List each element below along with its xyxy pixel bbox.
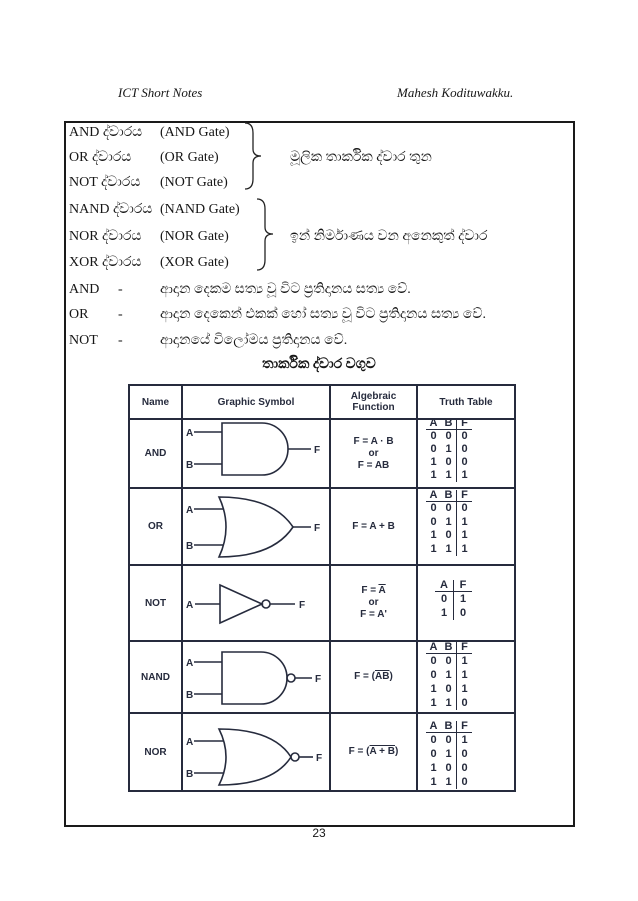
function-overline-term: $\overline{A}$ [378, 585, 386, 596]
definition-gate-not: NOT [69, 333, 98, 348]
function-or: or [368, 447, 379, 459]
truth-table-cell: 0 [445, 502, 452, 514]
output-label-f: F [314, 445, 321, 456]
truth-table-cell: 0 [430, 655, 437, 667]
function-prefix: F = ( [348, 746, 370, 757]
and-gate-body [222, 423, 288, 475]
function-overline-term: $\overline{AB}$ [375, 671, 390, 682]
truth-table-cell: 0 [445, 529, 452, 541]
truth-table-grid [426, 418, 472, 482]
truth-table-row [426, 430, 472, 444]
truth-table-header-cell: A [426, 418, 441, 430]
truth-table-cell: 0 [457, 430, 473, 444]
input-label-b: B [186, 541, 194, 552]
gate-list-name-xor: XOR ද්වාරය [69, 255, 142, 270]
truth-table-cell: 1 [445, 748, 452, 760]
truth-table-header-cell: B [441, 642, 457, 654]
algebraic-function-cell-nand [331, 642, 418, 714]
truth-table-cell: 1 [430, 776, 437, 788]
truth-table-cell: 0 [430, 734, 437, 746]
nor-gate-symbol [183, 714, 329, 790]
function-suffix: ) [394, 746, 399, 757]
gate-name-or: OR [148, 521, 163, 532]
and-gate-symbol [183, 420, 329, 487]
truth-table-grid [435, 580, 472, 620]
gate-list-name-nand: NAND ද්වාරය [69, 202, 153, 217]
truth-table-cell: 1 [457, 668, 473, 682]
input-label-a: A [186, 737, 194, 748]
gate-list-english-nand: (NAND Gate) [160, 202, 240, 217]
truth-table-header-row [435, 580, 472, 592]
truth-table-row [426, 747, 472, 761]
page-number: 23 [312, 826, 326, 840]
input-label-b: B [186, 460, 194, 471]
header-title: ICT Short Notes [118, 85, 203, 100]
truth-table-cell-or [418, 489, 514, 566]
header-graphic-symbol [183, 386, 331, 420]
truth-table-and [426, 418, 472, 482]
brace-derived-path [257, 199, 273, 270]
header-truth-table-label: Truth Table [439, 396, 493, 408]
definition-text-and: ආදාන දෙකම සත්‍ය වූ විට ප්‍රතිදානය සත්‍ය වේ. [160, 282, 411, 297]
brace-basic-path [245, 123, 261, 189]
truth-table-cell: 1 [457, 529, 473, 543]
truth-table-cell-nor [418, 714, 514, 790]
truth-table-row [426, 668, 472, 682]
truth-table-cell: 1 [430, 542, 437, 555]
truth-table-cell: 1 [445, 669, 452, 681]
nor-gate-body [219, 729, 291, 785]
function-line: F = A' [360, 609, 387, 620]
truth-table-row [426, 733, 472, 748]
truth-table-row [426, 543, 472, 557]
truth-table-cell: 1 [440, 607, 448, 619]
gate-name-cell-not [130, 566, 183, 642]
truth-table-row [435, 606, 472, 620]
not-gate-symbol [183, 566, 329, 640]
truth-table-row [426, 682, 472, 696]
function-line [349, 746, 399, 758]
truth-table-cell: 0 [430, 430, 437, 442]
truth-table-cell: 1 [457, 543, 473, 557]
truth-table-nor [426, 721, 472, 789]
gate-name-cell-nand [130, 642, 183, 714]
group-label-derived: ඉන් නිර්මාණය වන අනෙකුත් ද්වාර [290, 229, 488, 244]
header-graphic-symbol-label: Graphic Symbol [217, 396, 295, 408]
group-label-basic: මූලික තාර්කික ද්වාර තුන [290, 150, 432, 165]
truth-table-cell: 1 [430, 683, 437, 695]
truth-table-grid [426, 642, 472, 710]
truth-table-cell: 1 [457, 733, 473, 748]
truth-table-or [426, 490, 472, 556]
truth-table-header-cell: F [454, 580, 473, 592]
function-or: or [368, 597, 379, 608]
truth-table-cell: 0 [457, 761, 473, 775]
truth-table-header-cell: F [457, 642, 473, 654]
truth-table-cell: 0 [457, 502, 473, 516]
truth-table-cell: 1 [454, 592, 473, 607]
truth-table-row [426, 775, 472, 789]
truth-table-cell: 1 [445, 515, 452, 528]
truth-table-cell: 0 [445, 762, 452, 774]
or-gate-symbol [183, 489, 329, 564]
gate-list-name-and: AND ද්වාරය [69, 125, 143, 140]
input-label-a: A [186, 600, 194, 611]
gate-list-english-not: (NOT Gate) [160, 175, 228, 190]
truth-table-cell: 0 [454, 606, 473, 620]
truth-table-cell: 0 [445, 655, 452, 667]
truth-table-row [426, 696, 472, 710]
truth-table-cell: 0 [445, 456, 452, 468]
truth-table-header-cell: B [441, 721, 457, 733]
logic-gates-table [128, 384, 516, 792]
input-label-a: A [186, 658, 194, 669]
truth-table-not [435, 580, 472, 620]
graphic-symbol-cell-not [183, 566, 331, 642]
truth-table-cell: 1 [457, 654, 473, 669]
or-gate-body [219, 497, 293, 557]
gate-name-nor: NOR [144, 746, 167, 758]
truth-table-header-cell: A [426, 642, 441, 654]
truth-table-row [426, 443, 472, 456]
table-title: තාර්කික ද්වාර වගුව [262, 357, 376, 372]
truth-table-header-cell: A [435, 580, 454, 592]
definition-dash: - [118, 307, 123, 322]
gate-list-name-not: NOT ද්වාරය [69, 175, 141, 190]
header-algebraic-function [331, 386, 418, 420]
truth-table-header-cell: B [441, 418, 457, 430]
inversion-bubble [287, 674, 295, 682]
algebraic-function-cell-not [331, 566, 418, 642]
truth-table-header-cell: F [457, 418, 473, 430]
truth-table-cell-not [418, 566, 514, 642]
truth-table-cell: 1 [430, 456, 437, 468]
truth-table-header-cell: F [457, 490, 473, 502]
truth-table-cell: 0 [457, 456, 473, 469]
truth-table-row [426, 654, 472, 669]
truth-table-cell: 1 [457, 516, 473, 530]
function-prefix: F = ( [354, 671, 376, 682]
truth-table-cell: 1 [430, 762, 437, 774]
function-overline-term: A + B [369, 746, 395, 757]
definition-text-not: ආදානයේ විලෝමය ප්‍රතිදානය වේ. [160, 333, 348, 348]
truth-table-cell: 0 [457, 696, 473, 710]
truth-table-row [426, 529, 472, 543]
algebraic-function-cell-nor [331, 714, 418, 790]
truth-table-cell: 0 [430, 502, 437, 514]
output-label-f: F [315, 674, 322, 685]
truth-table-row [426, 469, 472, 482]
truth-table-header-row [426, 418, 472, 430]
gate-name-not: NOT [144, 597, 167, 609]
definition-gate-or: OR [69, 307, 89, 322]
definition-dash: - [118, 333, 123, 348]
definition-gate-and: AND [69, 282, 100, 297]
input-label-a: A [186, 505, 194, 516]
truth-table-cell: 1 [445, 443, 452, 455]
function-prefix: F = [361, 585, 379, 596]
gate-name-cell-and [130, 420, 183, 489]
header-name-label: Name [141, 396, 170, 408]
truth-table-cell: 0 [440, 593, 448, 605]
nand-gate-symbol [183, 642, 329, 712]
truth-table-header-row [426, 721, 472, 733]
truth-table-cell-and [418, 417, 514, 489]
truth-table-cell: 1 [445, 542, 452, 555]
brace-derived-gates [255, 197, 277, 273]
truth-table-cell: 0 [430, 443, 437, 455]
input-label-a: A [186, 428, 194, 439]
truth-table-header-cell: A [426, 490, 441, 502]
function-line [361, 585, 385, 597]
truth-table-cell: 0 [457, 747, 473, 761]
gate-name-cell-or [130, 489, 183, 566]
function-line: F = AB [357, 459, 390, 471]
inversion-bubble [291, 753, 299, 761]
output-label-f: F [299, 600, 306, 611]
truth-table-nand [426, 642, 472, 710]
truth-table-cell: 0 [430, 515, 437, 528]
truth-table-cell: 0 [445, 430, 452, 442]
truth-table-header-cell: B [441, 490, 457, 502]
output-label-f: F [316, 753, 323, 764]
function-line: F = A + B [352, 520, 395, 532]
truth-table-grid [426, 721, 472, 789]
gate-list-name-nor: NOR ද්වාරය [69, 229, 142, 244]
truth-table-row [435, 592, 472, 607]
truth-table-row [426, 761, 472, 775]
header-function-line2: Function [352, 402, 395, 413]
header-name [130, 386, 183, 420]
function-suffix: ) [389, 671, 393, 682]
truth-table-header-cell: F [457, 721, 473, 733]
truth-table-row [426, 456, 472, 469]
algebraic-function-cell-or [331, 489, 418, 566]
truth-table-cell: 1 [445, 469, 452, 481]
function-line [354, 671, 393, 683]
truth-table-cell: 1 [457, 682, 473, 696]
gate-name-nand: NAND [141, 671, 170, 683]
truth-table-row [426, 516, 472, 530]
gate-name-cell-nor [130, 714, 183, 790]
gate-list-english-and: (AND Gate) [160, 125, 230, 140]
truth-table-cell: 1 [430, 469, 437, 481]
function-line: F = A · B [353, 435, 394, 447]
truth-table-cell: 1 [430, 529, 437, 541]
graphic-symbol-cell-and [183, 420, 331, 489]
gate-name-and: AND [144, 448, 167, 459]
definition-dash: - [118, 282, 123, 297]
graphic-symbol-cell-or [183, 489, 331, 566]
truth-table-grid [426, 490, 472, 556]
algebraic-function-cell-and [331, 420, 418, 489]
gate-list-english-nor: (NOR Gate) [160, 229, 229, 244]
header-function-line1: Algebraic [350, 391, 397, 402]
header-truth-table [418, 386, 514, 420]
graphic-symbol-cell-nor [183, 714, 331, 790]
output-label-f: F [314, 523, 321, 534]
nand-gate-body [222, 652, 287, 704]
input-label-b: B [186, 769, 194, 780]
truth-table-cell-nand [418, 642, 514, 714]
truth-table-cell: 0 [445, 683, 452, 695]
truth-table-cell: 0 [457, 775, 473, 789]
truth-table-cell: 0 [430, 748, 437, 760]
definition-text-or: ආදාන දෙකෙන් එකක් හෝ සත්‍ය වූ විට ප්‍රතිදානය සත්‍ය වේ. [160, 307, 486, 322]
graphic-symbol-cell-nand [183, 642, 331, 714]
truth-table-header-row [426, 490, 472, 502]
truth-table-cell: 1 [445, 697, 452, 709]
truth-table-header-row [426, 642, 472, 654]
truth-table-cell: 0 [445, 734, 452, 746]
truth-table-cell: 0 [430, 669, 437, 681]
truth-table-cell: 1 [457, 469, 473, 482]
truth-table-cell: 1 [430, 697, 437, 709]
truth-table-row [426, 502, 472, 516]
gate-list-english-xor: (XOR Gate) [160, 255, 229, 270]
truth-table-header-cell: A [426, 721, 441, 733]
header-author: Mahesh Kodituwakku. [397, 85, 514, 100]
not-gate-body [220, 585, 262, 623]
input-label-b: B [186, 690, 194, 701]
gate-list-english-or: (OR Gate) [160, 150, 219, 165]
brace-basic-gates [243, 121, 265, 191]
truth-table-cell: 1 [445, 776, 452, 788]
truth-table-cell: 0 [457, 443, 473, 456]
gate-list-name-or: OR ද්වාරය [69, 150, 132, 165]
